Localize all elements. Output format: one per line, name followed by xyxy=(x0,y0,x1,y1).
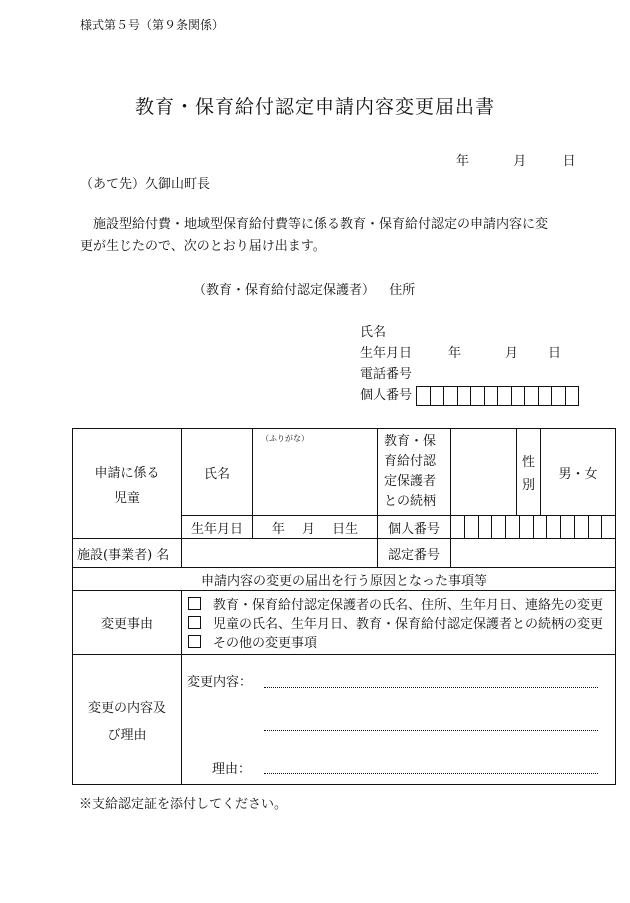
detail-label-1: 変更の内容及 xyxy=(87,700,166,716)
applicant-name-label: 氏名 xyxy=(360,325,387,340)
option-row-other[interactable] xyxy=(182,632,615,651)
detail-content-cell[interactable] xyxy=(182,655,616,785)
applicant-mynumber-label: 個人番号 xyxy=(360,388,413,403)
sex-label-1: 性 xyxy=(521,455,535,470)
applicant-birth-label: 生年月日 xyxy=(360,346,413,361)
facility-name-field[interactable] xyxy=(182,539,378,568)
child-label-cell xyxy=(73,429,182,539)
child-name-field[interactable] xyxy=(253,429,378,516)
child-label-2: 児童 xyxy=(113,490,140,506)
application-table xyxy=(72,428,616,785)
detail-label-2: び理由 xyxy=(107,727,147,743)
relation-label-cell xyxy=(378,429,451,516)
facility-label-cell xyxy=(73,539,182,568)
form-number: 様式第５号（第９条関係） xyxy=(80,18,225,32)
date-line xyxy=(456,150,576,169)
option-row-child[interactable] xyxy=(182,613,615,632)
child-birth-label: 生年月日 xyxy=(190,521,243,537)
relation-label-3: 定保護者 xyxy=(384,474,437,489)
sex-value-cell[interactable] xyxy=(541,429,616,516)
applicant-label: （教育・保育給付認定保護者） xyxy=(193,283,376,298)
cert-number-label: 認定番号 xyxy=(387,547,440,563)
date-year: 年 xyxy=(456,154,470,169)
cert-number-label-cell xyxy=(378,539,451,568)
document-title: 教育・保育給付認定申請内容変更届出書 xyxy=(134,96,495,118)
child-birth-field[interactable] xyxy=(253,516,378,539)
reason-detail-label: 理由： xyxy=(212,762,252,777)
applicant-birth-year: 年 xyxy=(448,346,462,361)
sex-value: 男・女 xyxy=(558,466,598,482)
change-content-line-2[interactable] xyxy=(264,729,598,731)
option-guardian-label: 教育・保育給付認定保護者の氏名、住所、生年月日、連絡先の変更 xyxy=(213,598,604,613)
reason-label-cell xyxy=(73,591,182,655)
date-day: 日 xyxy=(562,154,576,169)
section-header-cell xyxy=(73,568,616,591)
reason-line[interactable] xyxy=(264,772,598,774)
applicant-address-label: 住所 xyxy=(389,283,416,298)
sex-label-2: 別 xyxy=(521,478,535,493)
relation-label-1: 教育・保 xyxy=(384,434,437,449)
applicant-birth-month: 月 xyxy=(505,346,519,361)
applicant-birth-day: 日 xyxy=(548,346,562,361)
child-birth-value: 年 月 日生 xyxy=(271,521,359,537)
option-other-label: その他の変更事項 xyxy=(213,636,318,651)
body-text xyxy=(80,214,560,258)
facility-label: 施設(事業者) 名 xyxy=(77,547,170,563)
checkbox-guardian[interactable] xyxy=(188,597,201,610)
applicant-mynumber-boxes[interactable] xyxy=(416,386,579,406)
child-name-label: 氏名 xyxy=(203,466,230,482)
relation-field[interactable] xyxy=(451,429,517,516)
reason-label: 変更事由 xyxy=(100,617,153,632)
furigana-label: （ふりがな） xyxy=(261,434,309,443)
applicant-phone-label: 電話番号 xyxy=(360,367,413,382)
child-birth-label-cell xyxy=(182,516,253,539)
sex-label-cell xyxy=(517,429,541,516)
attachment-note: ※支給認定証を添付してください。 xyxy=(79,797,288,812)
child-mynumber-label: 個人番号 xyxy=(387,521,440,537)
body-text-content: 施設型給付費・地域型保育給付費等に係る教育・保育給付認定の申請内容に変更が生じたので、次のとおり届け出ます。 xyxy=(80,217,549,254)
applicant-fields xyxy=(360,322,579,406)
applicant-header xyxy=(193,279,415,298)
option-row-guardian[interactable] xyxy=(182,594,615,613)
cert-number-field[interactable] xyxy=(451,539,616,568)
section-header: 申請内容の変更の届出を行う原因となった事項等 xyxy=(200,573,487,589)
child-mynumber-label-cell xyxy=(378,516,451,539)
checkbox-other[interactable] xyxy=(188,635,201,648)
option-child-label: 児童の氏名、生年月日、教育・保育給付認定保護者との続柄の変更 xyxy=(213,617,604,632)
child-mynumber-boxes[interactable] xyxy=(451,516,616,539)
child-name-label-cell xyxy=(182,429,253,516)
child-label-1: 申請に係る xyxy=(94,465,160,481)
relation-label-2: 育給付認 xyxy=(384,454,437,469)
relation-label-4: との続柄 xyxy=(384,494,437,509)
addressee: （あて先）久御山町長 xyxy=(80,177,211,192)
change-content-line-1[interactable] xyxy=(264,686,598,688)
detail-label-cell xyxy=(73,655,182,785)
reason-options-cell xyxy=(182,591,616,655)
checkbox-child[interactable] xyxy=(188,616,201,629)
change-content-label: 変更内容： xyxy=(187,675,253,690)
date-month: 月 xyxy=(513,154,527,169)
